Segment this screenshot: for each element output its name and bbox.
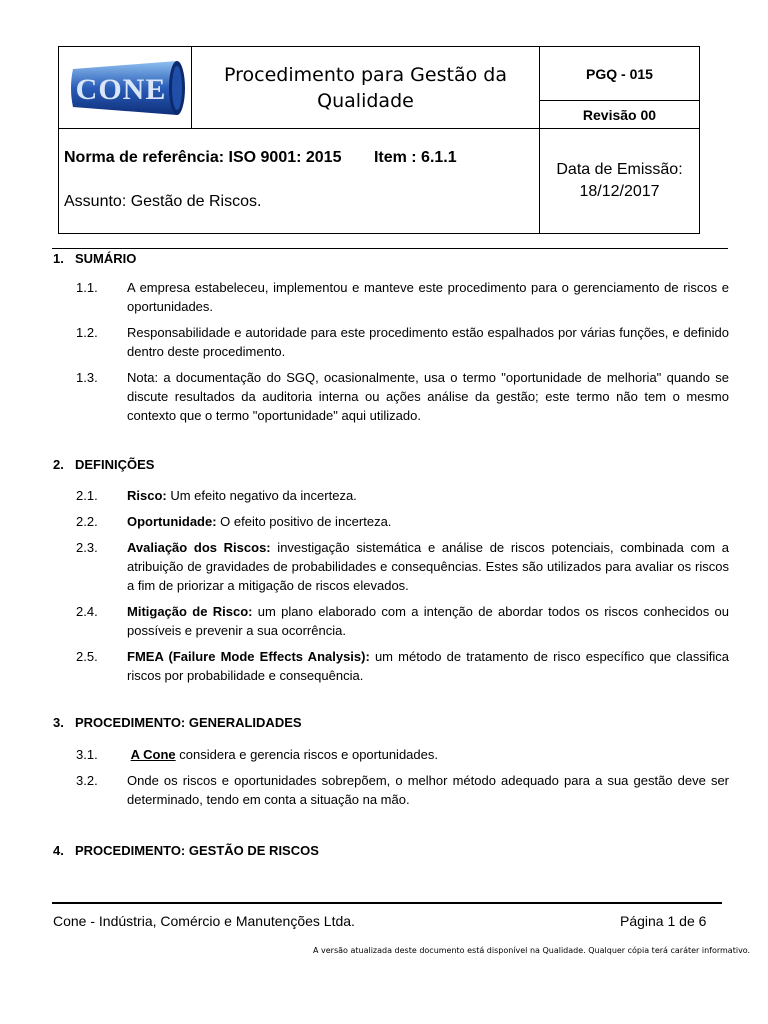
section-number: 3. <box>53 715 64 730</box>
section-number: 4. <box>53 843 64 858</box>
date-label: Data de Emissão: <box>556 161 683 178</box>
definition-text: um método de tratamento de risco específico que classifica riscos por probabilidade e consequência. <box>127 649 729 683</box>
footer-note: A versão atualizada deste documento está disponível na Qualidade. Qualquer cópia terá caráter informativo. <box>313 946 751 955</box>
section-title <box>53 249 729 268</box>
document-code: PGQ - 015 <box>540 47 699 101</box>
definition-term: FMEA (Failure Mode Effects Analysis): <box>127 649 370 664</box>
footer-page-number: Página 1 de 6 <box>620 913 707 929</box>
footer-divider <box>52 902 722 904</box>
item-number: 3.1. <box>76 747 98 762</box>
definition-term: Avaliação dos Riscos: <box>127 540 271 555</box>
section-heading: PROCEDIMENTO: GENERALIDADES <box>75 715 302 730</box>
list-item <box>53 745 729 764</box>
list-item <box>53 647 729 685</box>
definition-term: Oportunidade: <box>127 514 217 529</box>
item-text <box>127 647 729 685</box>
list-item <box>53 368 729 425</box>
norma-cell <box>59 129 540 233</box>
item-number: 2.3. <box>76 540 98 555</box>
item-text: Responsabilidade e autoridade para este procedimento estão espalhados por várias funções, e definido dentro deste procedimento. <box>127 325 729 359</box>
definition-term: Mitigação de Risco: <box>127 604 253 619</box>
item-text <box>127 486 729 505</box>
document-header-table <box>58 46 700 234</box>
norma-item: Item : 6.1.1 <box>373 149 457 166</box>
company-name: A Cone <box>130 747 176 762</box>
norma-line <box>64 149 457 167</box>
date-value: 18/12/2017 <box>579 183 660 200</box>
logo-text: CONE <box>75 73 167 106</box>
item-number: 2.5. <box>76 649 98 664</box>
list-item <box>53 323 729 361</box>
item-text <box>127 512 729 531</box>
date-cell <box>540 129 699 233</box>
list-item <box>53 602 729 640</box>
item-text: Nota: a documentação do SGQ, ocasionalmente, usa o termo "oportunidade de melhoria" quando se discute resultados da auditoria interna ou ações análise da gestão; este termo não tem o mesmo contexto que o termo "oportunidade" aqui utilizado. <box>127 370 729 423</box>
section-title <box>53 713 729 732</box>
item-text: Onde os riscos e oportunidades sobrepõem, o melhor método adequado para a sua gestão deve ser determinado, tendo em conta a situação na mão. <box>127 773 729 807</box>
section-number: 2. <box>53 457 64 472</box>
item-number: 1.1. <box>76 280 98 295</box>
footer-company: Cone - Indústria, Comércio e Manutenções Ltda. <box>53 913 355 929</box>
item-number: 2.2. <box>76 514 98 529</box>
item-number: 1.2. <box>76 325 98 340</box>
definition-term: Risco: <box>127 488 167 503</box>
item-text <box>127 602 729 640</box>
document-title: Procedimento para Gestão da Qualidade <box>192 47 540 129</box>
section-heading: DEFINIÇÕES <box>75 457 155 472</box>
document-revision: Revisão 00 <box>540 101 699 129</box>
item-body: considera e gerencia riscos e oportunidades. <box>175 747 438 762</box>
item-text <box>127 745 729 764</box>
list-item <box>53 278 729 316</box>
definition-text: investigação sistemática e análise de riscos potenciais, combinada com a atribuição de gravidades de probabilidades e consequências. Estes são utilizados para avaliar os riscos a fim de priorizar a mitigação de riscos elevados. <box>127 540 730 593</box>
section-title <box>53 455 729 474</box>
item-number: 1.3. <box>76 370 98 385</box>
list-item <box>53 512 729 531</box>
item-number: 3.2. <box>76 773 98 788</box>
list-item <box>53 771 729 809</box>
item-text <box>127 538 729 595</box>
section-title <box>53 841 729 860</box>
definition-text: um plano elaborado com a intenção de abordar todos os riscos conhecidos ou possíveis e prevenir a sua ocorrência. <box>127 604 730 638</box>
item-text: A empresa estabeleceu, implementou e manteve este procedimento para o gerenciamento de riscos e oportunidades. <box>127 280 729 314</box>
list-item <box>53 486 729 505</box>
definition-text: Um efeito negativo da incerteza. <box>166 488 357 503</box>
document-body <box>53 249 729 860</box>
item-number: 2.1. <box>76 488 98 503</box>
section-heading: SUMÁRIO <box>75 251 137 266</box>
assunto: Assunto: Gestão de Riscos. <box>64 193 262 210</box>
norma-reference: Norma de referência: ISO 9001: 2015 <box>64 149 342 166</box>
section-number: 1. <box>53 251 64 266</box>
item-number: 2.4. <box>76 604 98 619</box>
cone-logo <box>59 47 192 129</box>
list-item <box>53 538 729 595</box>
section-heading: PROCEDIMENTO: GESTÃO DE RISCOS <box>75 843 319 858</box>
definition-text: O efeito positivo de incerteza. <box>216 514 392 529</box>
logo-cell <box>59 47 192 129</box>
